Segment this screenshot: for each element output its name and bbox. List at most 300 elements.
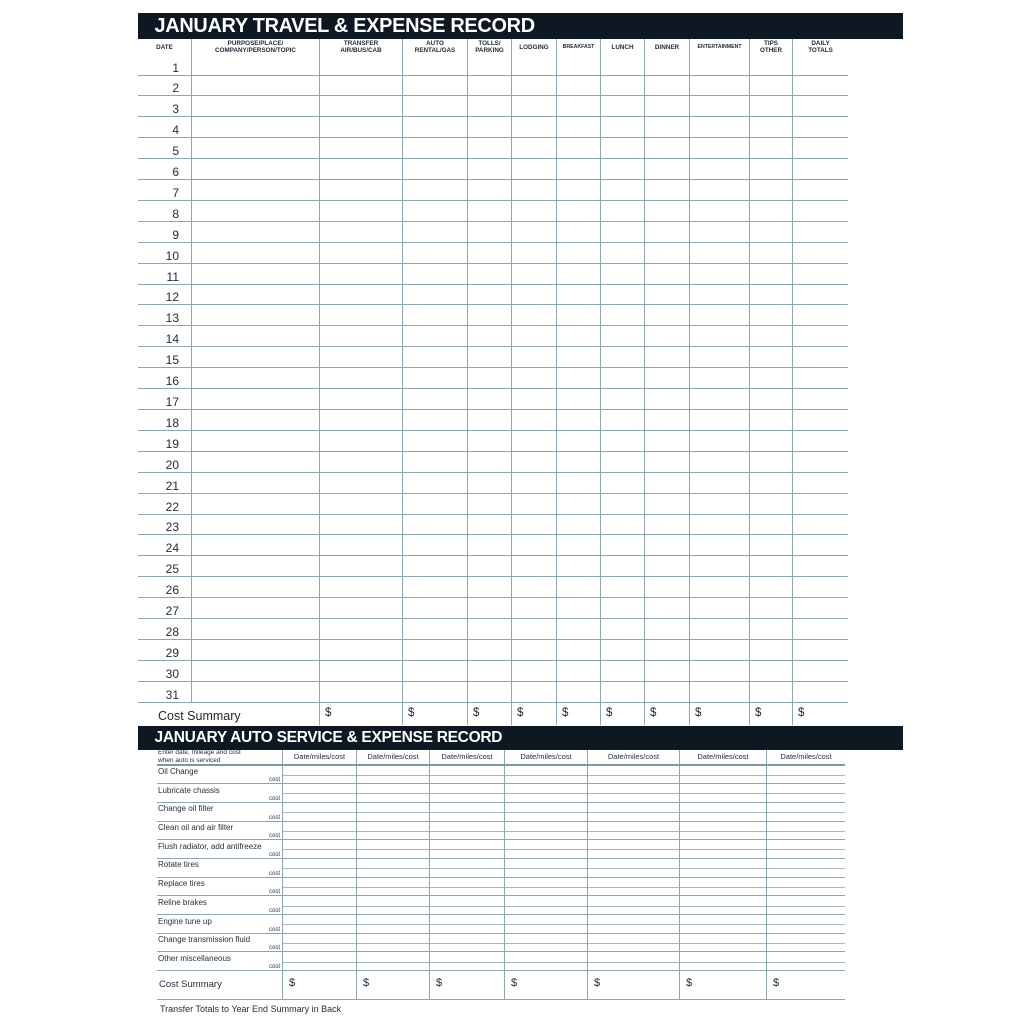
column-header-entertainment: ENTERTAINMENT [690,39,750,55]
transfer-totals-note: Transfer Totals to Year End Summary in Back [160,1004,342,1014]
summary-dollar-cell: $ [601,703,645,725]
lunch-cell [601,117,645,138]
daily-total-cell [793,159,848,180]
service-entry-cell [283,952,357,971]
auto-rental-cell [403,243,468,264]
daily-total-cell [793,138,848,159]
dinner-cell [645,640,690,661]
service-entry-cell [430,784,505,803]
lunch-cell [601,515,645,536]
date-label: 19 [138,431,192,452]
date-row [138,640,848,661]
date-label: 7 [138,180,192,201]
auto-row-header: Enter date, mileage and cost when auto is serviced [157,750,283,764]
transfer-cell [320,535,403,556]
lodging-cell [512,535,557,556]
dinner-cell [645,305,690,326]
lodging-cell [512,180,557,201]
service-label-cell [157,766,283,785]
tolls-cell [468,535,512,556]
service-label-cell [157,840,283,859]
date-row [138,222,848,243]
auto-rental-cell [403,326,468,347]
auto-column-header: Date/miles/cost [588,750,680,764]
tips-cell [750,159,793,180]
service-entry-cell [430,822,505,841]
auto-column-header: Date/miles/cost [780,752,832,762]
date-label: 9 [138,222,192,243]
breakfast-cell [557,76,601,97]
dinner-cell [645,431,690,452]
tolls-cell [468,452,512,473]
service-entry-cell [767,915,845,934]
tolls-cell [468,201,512,222]
entertainment-cell [690,598,750,619]
daily-total-cell [793,598,848,619]
lunch-cell [601,368,645,389]
tips-cell [750,285,793,306]
dinner-cell [645,452,690,473]
cost-sublabel: cost [268,926,280,933]
service-entry-cell [680,822,767,841]
summary-dollar-cell: $ [588,971,680,999]
purpose-cell [192,347,320,368]
lunch-cell [601,76,645,97]
service-entry-cell [680,784,767,803]
column-header-transfer: TRANSFER AIR/BUS/CAB [320,39,403,55]
tips-cell [750,222,793,243]
service-row [157,822,845,841]
service-entry-cell [430,840,505,859]
lodging-cell [512,201,557,222]
auto-rental-cell [403,117,468,138]
lodging-cell [512,515,557,536]
lodging-cell [512,243,557,264]
lunch-cell [601,138,645,159]
entertainment-cell [690,473,750,494]
summary-dollar-cell: $ [798,706,805,719]
transfer-cell [320,326,403,347]
tips-cell [750,201,793,222]
date-row [138,515,848,536]
tolls-cell [468,515,512,536]
lodging-cell [512,452,557,473]
entertainment-cell [690,264,750,285]
breakfast-cell [557,640,601,661]
tolls-cell [468,556,512,577]
summary-dollar-cell: $ [320,703,403,725]
tolls-cell [468,76,512,97]
summary-dollar-cell: $ [357,971,430,999]
entertainment-cell [690,619,750,640]
service-entry-cell [430,766,505,785]
tips-cell [750,515,793,536]
summary-dollar-cell: $ [468,703,512,725]
auto-table-body [157,766,845,972]
dinner-cell [645,159,690,180]
date-row [138,326,848,347]
lunch-cell [601,305,645,326]
entertainment-cell [690,556,750,577]
column-header-date: DATE [138,39,192,55]
transfer-cell [320,264,403,285]
purpose-cell [192,431,320,452]
lunch-cell [601,180,645,201]
breakfast-cell [557,577,601,598]
breakfast-cell [557,682,601,703]
breakfast-cell [557,117,601,138]
service-entry-cell [588,915,680,934]
daily-total-cell [793,452,848,473]
date-row [138,556,848,577]
transfer-cell [320,96,403,117]
auto-section-title: JANUARY AUTO SERVICE & EXPENSE RECORD [154,729,503,746]
transfer-cell [320,619,403,640]
tolls-cell [468,577,512,598]
dinner-cell [645,96,690,117]
dinner-cell [645,138,690,159]
daily-total-cell [793,222,848,243]
lodging-cell [512,305,557,326]
lodging-cell [512,117,557,138]
tolls-cell [468,96,512,117]
purpose-cell [192,201,320,222]
auto-rental-cell [403,347,468,368]
auto-rental-cell [403,389,468,410]
lodging-cell [512,661,557,682]
transfer-cell [320,682,403,703]
lodging-cell [512,347,557,368]
dinner-cell [645,264,690,285]
daily-total-cell [793,661,848,682]
purpose-cell [192,326,320,347]
daily-total-cell [793,535,848,556]
column-header-lunch: LUNCH [601,39,645,55]
auto-rental-cell [403,431,468,452]
tolls-cell [468,305,512,326]
summary-dollar-cell: $ [773,977,780,990]
auto-rental-cell [403,180,468,201]
tips-cell [750,96,793,117]
service-entry-cell [680,878,767,897]
entertainment-cell [690,389,750,410]
tips-cell [750,452,793,473]
service-entry-cell [283,934,357,953]
entertainment-cell [690,431,750,452]
date-label: 25 [138,556,192,577]
daily-total-cell [793,201,848,222]
breakfast-cell [557,285,601,306]
lodging-cell [512,76,557,97]
service-entry-cell [505,766,588,785]
daily-total-cell [793,76,848,97]
auto-rental-cell [403,640,468,661]
breakfast-cell [557,661,601,682]
service-label: Oil Change [158,767,199,776]
service-entry-cell [588,859,680,878]
entertainment-cell [690,285,750,306]
lunch-cell [601,264,645,285]
column-header-purpose: PURPOSE/PLACE/ COMPANY/PERSON/TOPIC [192,39,320,55]
service-entry-cell [588,766,680,785]
transfer-cell [320,76,403,97]
service-entry-cell [430,803,505,822]
date-label: 2 [138,76,192,97]
dinner-cell [645,326,690,347]
auto-table-header-row [157,750,845,766]
service-label-cell [157,822,283,841]
date-row [138,682,848,703]
date-label: 4 [138,117,192,138]
service-label-cell [157,952,283,971]
summary-dollar-cell: $ [505,971,588,999]
purpose-cell [192,180,320,201]
entertainment-cell [690,222,750,243]
transfer-cell [320,389,403,410]
column-header-tips: TIPS OTHER [750,39,793,55]
entertainment-cell [690,682,750,703]
dinner-cell [645,494,690,515]
purpose-cell [192,243,320,264]
service-entry-cell [588,896,680,915]
date-label: 6 [138,159,192,180]
service-entry-cell [357,915,430,934]
tolls-cell [468,682,512,703]
column-header-lodging: LODGING [512,39,557,55]
tips-cell [750,577,793,598]
lunch-cell [601,389,645,410]
tolls-cell [468,285,512,306]
lunch-cell [601,494,645,515]
purpose-cell [192,389,320,410]
lodging-cell [512,577,557,598]
service-entry-cell [357,803,430,822]
lunch-cell [601,619,645,640]
transfer-cell [320,598,403,619]
purpose-cell [192,368,320,389]
service-entry-cell [357,840,430,859]
date-row [138,117,848,138]
service-entry-cell [283,840,357,859]
tips-cell [750,138,793,159]
dinner-cell [645,410,690,431]
auto-cost-summary-label: Cost Summary [157,971,283,999]
service-entry-cell [357,934,430,953]
cost-sublabel: cost [268,870,280,877]
cost-sublabel: cost [268,833,280,840]
cost-sublabel: cost [268,945,280,952]
service-entry-cell [505,840,588,859]
service-entry-cell [357,766,430,785]
travel-table-header-row [138,39,848,55]
breakfast-cell [557,473,601,494]
date-row [138,619,848,640]
cost-sublabel: cost [268,795,280,802]
tips-cell [750,243,793,264]
service-entry-cell [767,859,845,878]
tips-cell [750,76,793,97]
daily-total-cell [793,326,848,347]
date-label: 17 [138,389,192,410]
lunch-cell [601,452,645,473]
daily-total-cell [793,410,848,431]
service-entry-cell [430,878,505,897]
service-row [157,915,845,934]
travel-section-title: JANUARY TRAVEL & EXPENSE RECORD [154,14,535,37]
lodging-cell [512,682,557,703]
service-entry-cell [430,915,505,934]
purpose-cell [192,305,320,326]
breakfast-cell [557,138,601,159]
lodging-cell [512,598,557,619]
entertainment-cell [690,410,750,431]
entertainment-cell [690,96,750,117]
breakfast-cell [557,556,601,577]
service-label: Lubricate chassis [158,785,220,795]
daily-total-cell [793,431,848,452]
service-entry-cell [505,934,588,953]
auto-rental-cell [403,305,468,326]
purpose-cell [192,640,320,661]
service-entry-cell [283,803,357,822]
tolls-cell [468,326,512,347]
auto-rental-cell [403,494,468,515]
auto-service-table [157,750,845,1000]
service-entry-cell [505,803,588,822]
service-entry-cell [357,784,430,803]
entertainment-cell [690,117,750,138]
date-label: 28 [138,619,192,640]
breakfast-cell [557,96,601,117]
transfer-cell [320,556,403,577]
tolls-cell [468,117,512,138]
lunch-cell [601,661,645,682]
lodging-cell [512,619,557,640]
service-entry-cell [767,896,845,915]
transfer-cell [320,452,403,473]
lunch-cell [601,285,645,306]
breakfast-cell [557,410,601,431]
transfer-cell [320,285,403,306]
breakfast-cell [557,201,601,222]
date-label: 14 [138,326,192,347]
auto-rental-cell [403,682,468,703]
date-label: 5 [138,138,192,159]
transfer-cell [320,410,403,431]
purpose-cell [192,515,320,536]
service-label-cell [157,878,283,897]
date-row [138,201,848,222]
cost-sublabel: cost [268,777,280,784]
purpose-cell [192,577,320,598]
lodging-cell [512,222,557,243]
tolls-cell [468,598,512,619]
service-entry-cell [588,784,680,803]
auto-section-header-bar [138,726,903,750]
auto-rental-cell [403,285,468,306]
breakfast-cell [557,264,601,285]
lunch-cell [601,96,645,117]
entertainment-cell [690,201,750,222]
entertainment-cell [690,347,750,368]
service-entry-cell [505,878,588,897]
daily-total-cell [793,55,848,76]
service-label: Flush radiator, add antifreeze [158,841,262,851]
lodging-cell [512,264,557,285]
summary-dollar-cell: $ [750,703,793,725]
summary-dollar-cell: $ [430,971,505,999]
date-label: 8 [138,201,192,222]
service-entry-cell [767,803,845,822]
entertainment-cell [690,76,750,97]
summary-dollar-cell: $ [557,703,601,725]
dinner-cell [645,222,690,243]
service-label-cell [157,784,283,803]
auto-rental-cell [403,201,468,222]
service-entry-cell [283,822,357,841]
daily-total-cell [793,515,848,536]
dinner-cell [645,285,690,306]
transfer-cell [320,138,403,159]
cost-sublabel: cost [268,964,280,971]
tips-cell [750,661,793,682]
daily-total-cell [793,96,848,117]
purpose-cell [192,410,320,431]
date-row [138,159,848,180]
auto-rental-cell [403,222,468,243]
service-entry-cell [767,766,845,785]
daily-total-cell [793,117,848,138]
breakfast-cell [557,326,601,347]
entertainment-cell [690,368,750,389]
purpose-cell [192,55,320,76]
tips-cell [750,598,793,619]
breakfast-cell [557,535,601,556]
dinner-cell [645,347,690,368]
dinner-cell [645,473,690,494]
date-row [138,305,848,326]
lodging-cell [512,556,557,577]
auto-rental-cell [403,96,468,117]
lodging-cell [512,389,557,410]
breakfast-cell [557,515,601,536]
lodging-cell [512,410,557,431]
date-row [138,410,848,431]
service-entry-cell [680,766,767,785]
auto-rental-cell [403,535,468,556]
auto-column-header: Date/miles/cost [430,750,505,764]
entertainment-cell [690,494,750,515]
service-entry-cell [357,822,430,841]
service-row [157,859,845,878]
service-label-cell [157,896,283,915]
travel-section-header-bar [138,13,903,39]
daily-total-cell [793,285,848,306]
tolls-cell [468,222,512,243]
lunch-cell [601,159,645,180]
breakfast-cell [557,494,601,515]
auto-column-header: Date/miles/cost [680,750,767,764]
breakfast-cell [557,368,601,389]
transfer-cell [320,473,403,494]
auto-column-header: Date/miles/cost [283,750,357,764]
purpose-cell [192,117,320,138]
tips-cell [750,473,793,494]
daily-total-cell [793,389,848,410]
tips-cell [750,640,793,661]
service-row [157,840,845,859]
date-row [138,347,848,368]
